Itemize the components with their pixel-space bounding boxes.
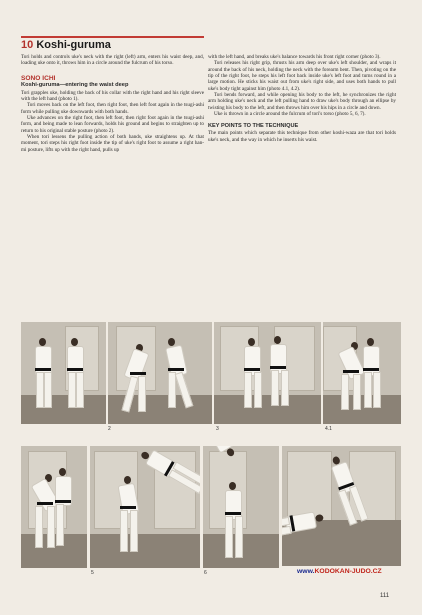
- right-text-column: [208, 54, 396, 143]
- paragraph: Uke advances on the right foot, then left foot, then right foot again in the tsugi-ashi form, and being made to lean forwards, holds his ground and begins to straighten up to return to his original stable posture (photo 2).: [21, 115, 204, 134]
- technique-number: 10: [21, 39, 34, 51]
- website-watermark: [297, 568, 382, 575]
- paragraph: When tori lessens the pulling action of both hands, uke straightens up. At that moment, tori steps his right foot inside the tip of uke's right foot to assume a right han-mi posture, lifts up with the right hand, pulls up: [21, 134, 204, 153]
- paragraph: Tori grapples uke, holding the back of his collar with the right hand and his right sleeve with the left hand (photo 1).: [21, 89, 204, 103]
- title-rule: [21, 36, 204, 38]
- url-main: KODOKAN-JUDO.CZ: [314, 568, 382, 575]
- photo-5: [90, 446, 200, 568]
- photo-1: [21, 322, 106, 424]
- photo-4-1: [323, 322, 401, 424]
- photo-caption: 5: [91, 570, 94, 576]
- page-title: [21, 39, 111, 51]
- key-points-text: The main points which separate this technique from other koshi-waza are that tori holds uke's neck, and the way in which he inserts his waist.: [208, 130, 396, 143]
- technique-title: Koshi-guruma: [36, 39, 111, 51]
- photo-caption: 4.1: [325, 426, 332, 432]
- left-text-column: [21, 54, 204, 153]
- key-points-title: KEY POINTS TO THE TECHNIQUE: [208, 123, 299, 130]
- paragraph: Uke is thrown in a circle around the fulcrum of tori's torso (photo 5, 6, 7).: [214, 111, 366, 118]
- page-number: 111: [380, 593, 390, 599]
- photo-6: [203, 446, 279, 568]
- photo-2: [108, 322, 212, 424]
- paragraph: Tori releases his right grip, thrusts his arm deep over uke's left shoulder, and wraps it around the back of his neck, holding the neck with the forearm bent. Then, pivoting on the tip of the right foot, he steps his left foot back inside uke's left foot and turns round in a large motion. He sticks his waist out from uke's right side, and uses both hands to pull uke's body tight against him (photo 4.1, 4.2).: [208, 60, 396, 92]
- photo-caption: 2: [108, 426, 111, 432]
- url-prefix: www.: [297, 568, 315, 575]
- photo-caption: 6: [204, 570, 207, 576]
- paragraph: Tori bends forward, and while opening his body to the left, he synchronizes the right arm holding uke's neck and the left pulling hand to draw uke's body through an ellipse by twisting his body to the left, and then throws him over his hips in a circle and down.: [208, 92, 396, 111]
- section-title: SONO ICHI: [21, 74, 56, 82]
- photo-caption: 3: [216, 426, 219, 432]
- section-subtitle: Koshi-guruma—entering the waist deep: [21, 81, 129, 88]
- paragraph: Tori moves back on the left foot, then right foot, then left foot again in the tsugi-ashi form while pulling uke downwards with both hands.: [21, 102, 204, 115]
- photo-4-2: [21, 446, 87, 568]
- photo-7: [282, 446, 401, 566]
- paragraph: with the left hand, and breaks uke's balance towards his front right corner (photo 3).: [208, 54, 381, 60]
- photo-3: [214, 322, 321, 424]
- intro-paragraph: Tori holds and controls uke's neck with the right (left) arm, enters his waist deep, and, loading uke onto it, throws him in a circle around the fulcrum of his torso.: [21, 54, 204, 67]
